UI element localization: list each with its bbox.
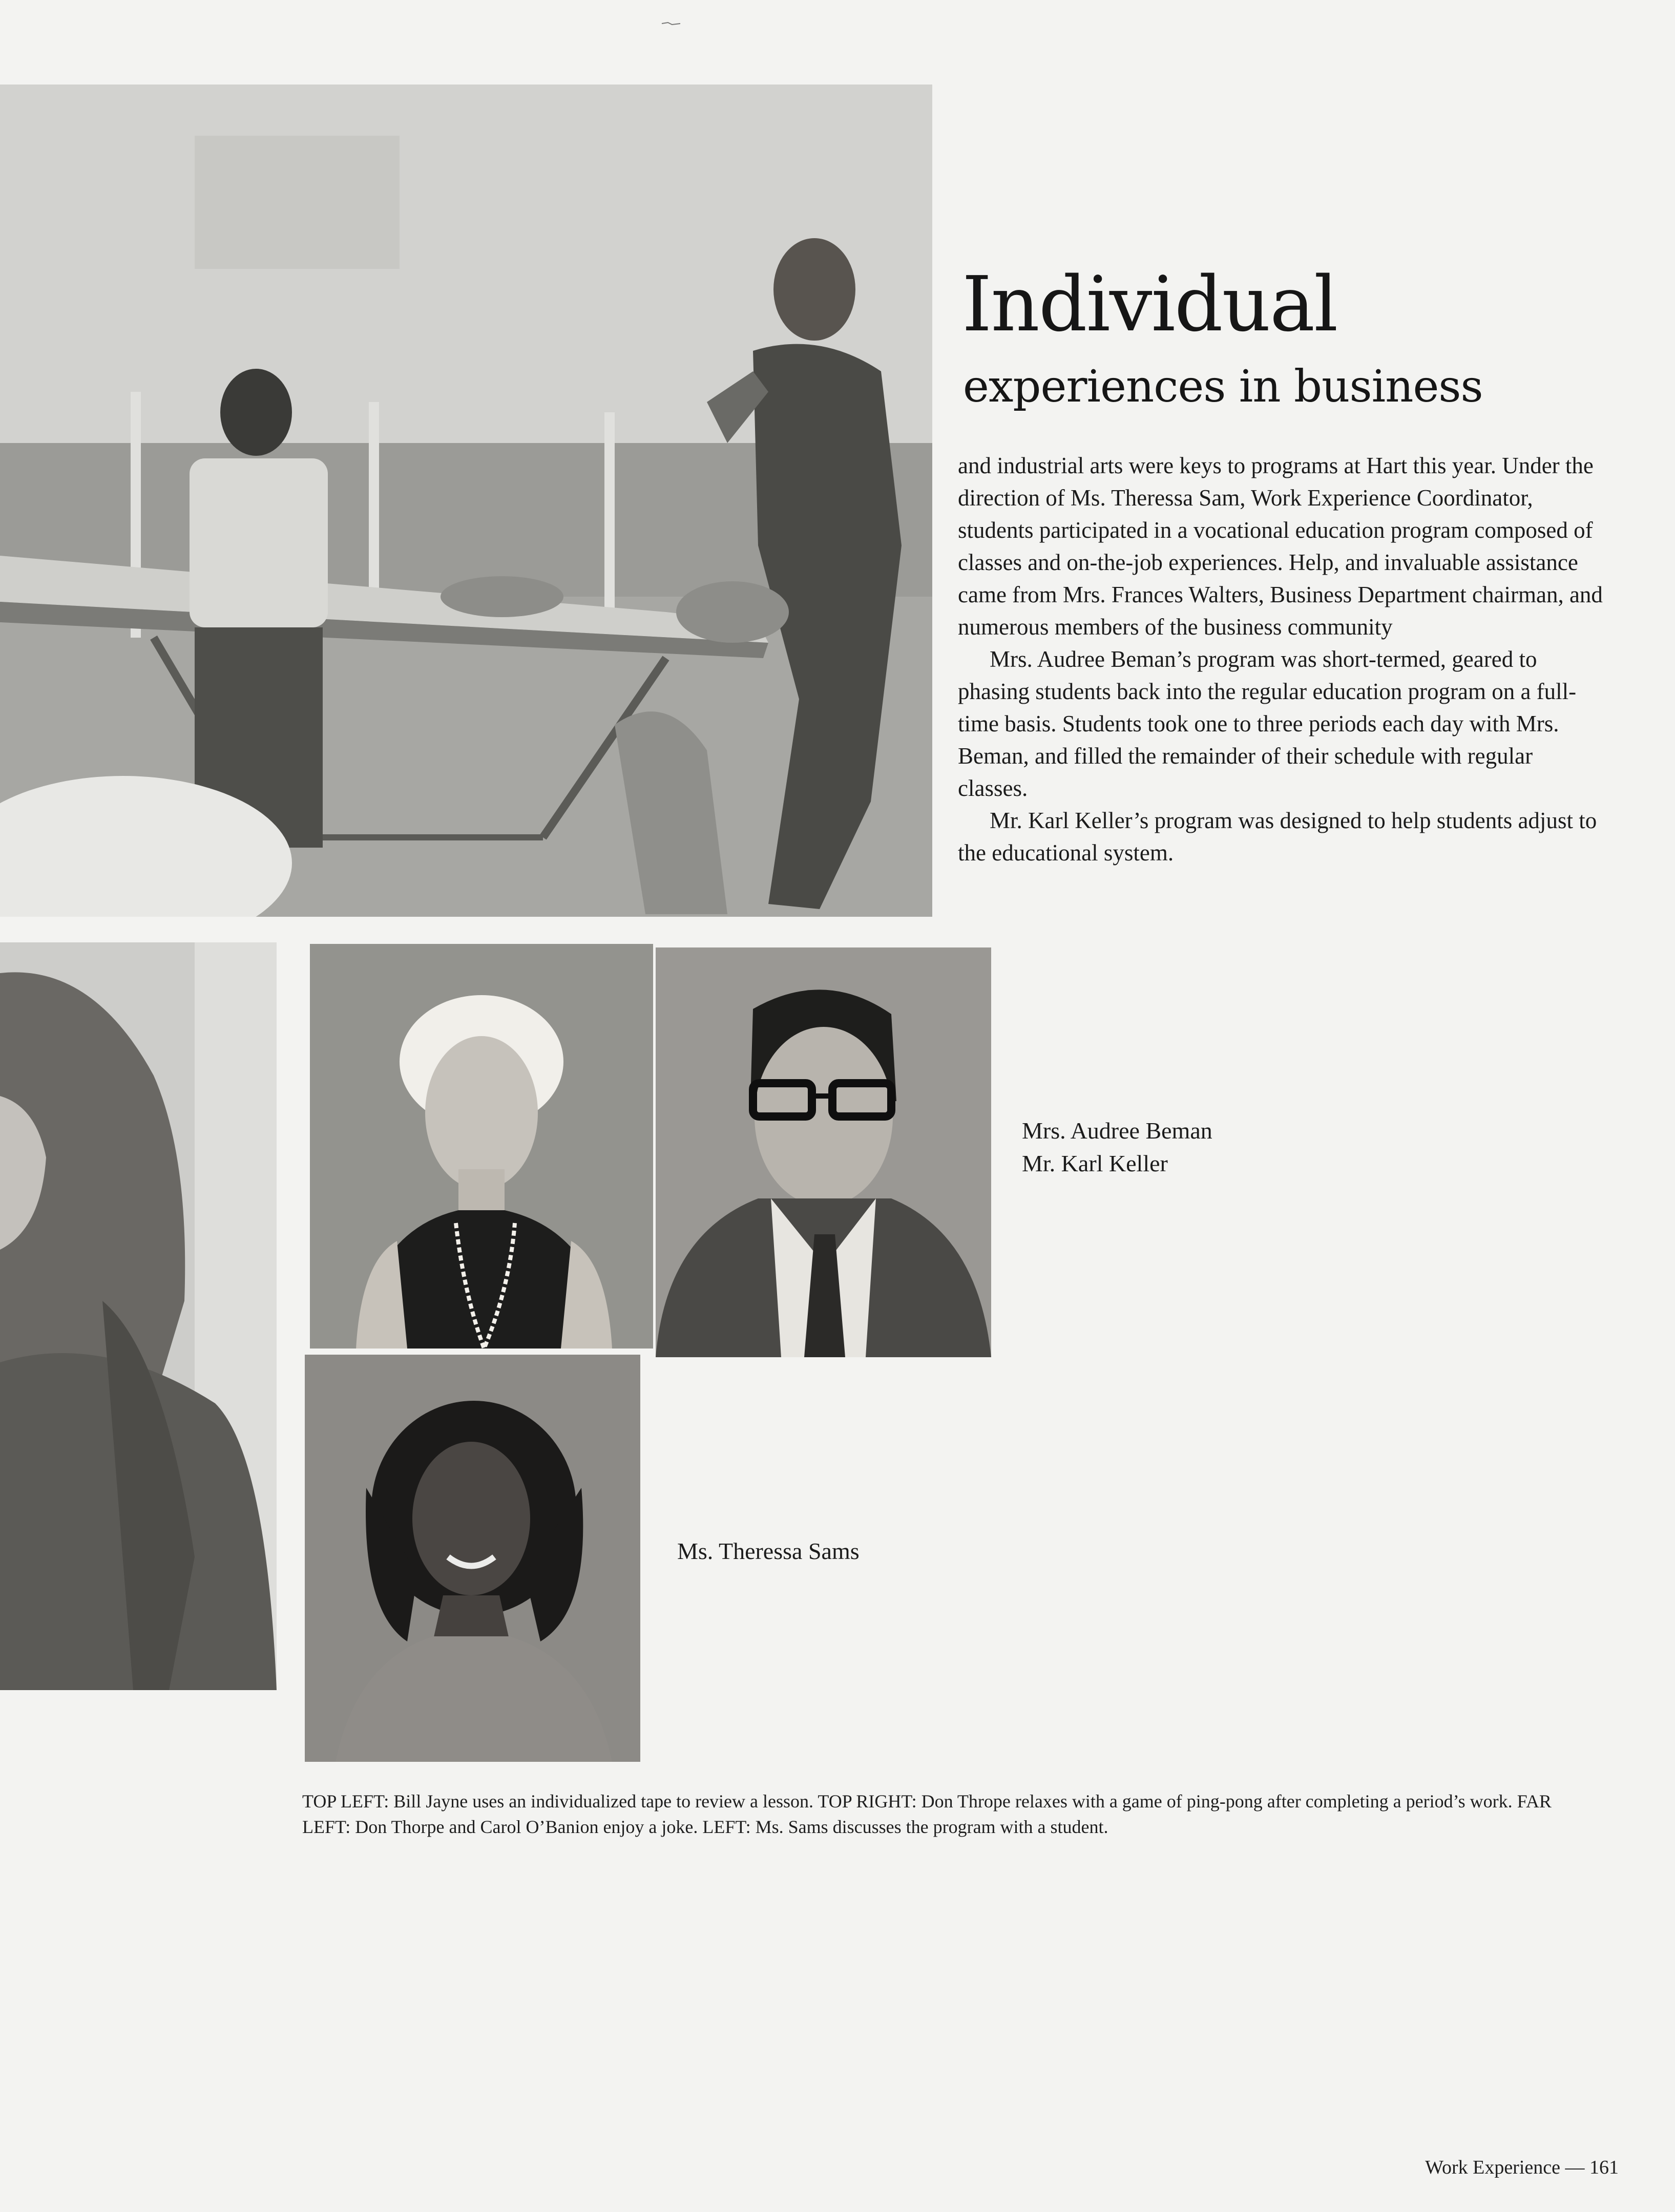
portrait-karl-keller [656,947,991,1357]
print-mark-icon [661,20,681,27]
student-photo-far-left [0,942,277,1690]
photo-caption: TOP LEFT: Bill Jayne uses an individualized tape to review a lesson. TOP RIGHT: Don Thrope relaxes with a game of ping-pong after completing a period’s work. FAR LEFT: Don Thorpe and Carol O’Banion enjoy a joke. LEFT: Ms. Sams discusses the program with a student. [302,1791,1552,1837]
page-title: Individual [962,260,1337,348]
classroom-photo [0,85,932,917]
footer-separator: — [1565,2157,1585,2178]
page-footer [1425,2156,1619,2179]
portrait-name-keller: Mr. Karl Keller [1022,1150,1168,1176]
portrait-name-sams: Ms. Theressa Sams [677,1538,860,1564]
page-subtitle: experiences in business [963,361,1483,412]
portrait-theressa-sams [305,1355,640,1762]
article-body [958,450,1604,869]
article-paragraph: and industrial arts were keys to programs at Hart this year. Under the direction of Ms. Theressa Sam, Work Experience Coordinator, students participated in a vocational education program composed of classes and on-the-job experiences. Help, and invaluable assistance came from Mrs. Frances Walters, Business Department chairman, and numerous members of the business community [958,453,1603,640]
page-number: 161 [1589,2157,1619,2178]
footer-section: Work Experience [1425,2157,1560,2178]
article-paragraph: Mrs. Audree Beman’s program was short-termed, geared to phasing students back into the regular education program on a full-time basis. Students took one to three periods each day with Mrs. Beman, and filled the remainder of their schedule with regular classes. [958,646,1577,801]
portrait-name-beman: Mrs. Audree Beman [1022,1118,1212,1144]
article-paragraph: Mr. Karl Keller’s program was designed to help students adjust to the educational system. [958,808,1597,866]
portrait-audree-beman [310,944,653,1349]
